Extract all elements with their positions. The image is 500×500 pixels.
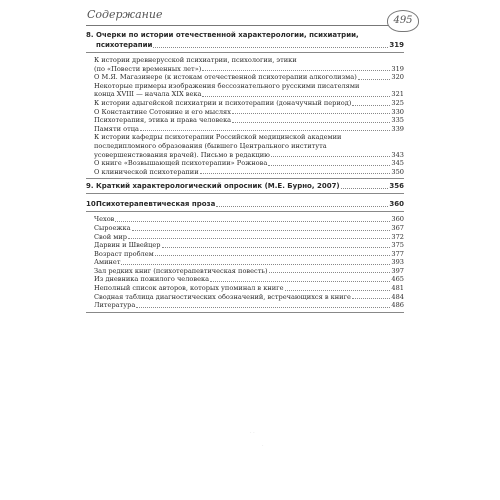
dot-leader <box>162 247 391 248</box>
toc-entry-line <box>86 284 404 293</box>
dot-leader <box>153 47 388 48</box>
toc-entry-title: О книге «Возвышающей психотерапии» Рожнова <box>94 159 268 168</box>
dot-leader <box>140 130 391 131</box>
dot-leader <box>136 307 390 308</box>
section-number: 8. <box>86 31 94 39</box>
toc-entry-title: Свой мир <box>94 232 127 241</box>
dot-leader <box>202 96 390 97</box>
section-number: 9. <box>86 182 94 191</box>
toc-entry-page: 325 <box>391 98 404 107</box>
toc-entry-page: 393 <box>391 258 404 267</box>
toc-entry-title: Аминет <box>94 258 121 267</box>
dot-leader <box>352 105 390 106</box>
dot-leader <box>216 206 388 207</box>
toc-entry-title: Памяти отца <box>94 124 139 133</box>
toc-entry-title: Зал редких книг (психотерапевтическая повесть) <box>94 266 268 275</box>
toc-section <box>86 31 404 179</box>
section-page-number: 319 <box>389 41 404 49</box>
toc-entry-line <box>86 73 404 82</box>
toc-entry-page: 330 <box>391 107 404 116</box>
toc-entry-line <box>86 224 404 233</box>
dot-leader <box>269 272 391 273</box>
toc-entry-line <box>86 250 404 259</box>
toc-entry-title: Неполный список авторов, которых упоминал в книге <box>94 284 284 293</box>
toc-entry-title: Возраст проблем <box>94 249 154 258</box>
toc-entry-page: 481 <box>391 284 404 293</box>
dot-leader <box>285 290 391 291</box>
scan-smudge: · · <box>250 430 255 436</box>
section-rule <box>86 193 404 194</box>
toc-entry-line <box>86 241 404 250</box>
toc-entry-line <box>86 125 404 134</box>
dot-leader <box>341 188 389 189</box>
dot-leader <box>268 165 390 166</box>
section-heading-line <box>86 41 404 50</box>
toc-entry-line <box>86 56 404 65</box>
toc-entry-line <box>86 65 404 74</box>
toc-entry-page: 321 <box>391 90 404 99</box>
toc-entry-page: 372 <box>391 232 404 241</box>
dot-leader <box>121 264 390 265</box>
toc-entry-line <box>86 258 404 267</box>
section-rule <box>86 52 404 53</box>
toc-entry-title: Некоторые примеры изображения бессознательного русскими писателями <box>94 81 360 90</box>
section-heading-line <box>86 182 404 191</box>
section-title: Очерки по истории отечественной характерологии, психиатрии, <box>96 31 359 39</box>
toc-entry-line <box>86 168 404 177</box>
page-number-badge: 495 <box>387 10 419 32</box>
section-rule <box>86 211 404 212</box>
toc-entry-line <box>86 233 404 242</box>
toc-entry-title: (по «Повести временных лет») <box>94 64 202 73</box>
toc-entry-line <box>86 159 404 168</box>
toc-entry-line <box>86 293 404 302</box>
toc-entry-title: Сводная таблица диагностических обозначений, встречающихся в книге <box>94 292 351 301</box>
toc-entry-title: конца XVIII — начала XIX века <box>94 90 202 99</box>
running-header-title: Содержание <box>87 8 163 21</box>
toc-entry-title: К истории кафедры психотерапии Российской медицинской академии <box>94 133 342 142</box>
toc-entry-title: О М.Я. Магазинере (к истокам отечественной психотерапии алкоголизма) <box>94 73 357 82</box>
section-title: Психотерапевтическая проза <box>96 200 216 209</box>
toc-entry-line <box>86 82 404 91</box>
dot-leader <box>200 173 391 174</box>
toc-entry-title: последипломного образования (бывшего Центрального института <box>94 141 327 150</box>
toc-entry-page: 319 <box>391 64 404 73</box>
toc-entry-page: 465 <box>391 275 404 284</box>
section-end-rule <box>86 178 404 179</box>
dot-leader <box>128 238 390 239</box>
scan-smudge: · <box>262 443 264 449</box>
toc-entry-page: 343 <box>391 150 404 159</box>
section-heading-line <box>86 200 404 209</box>
toc-entry-line <box>86 142 404 151</box>
dot-leader <box>202 70 390 71</box>
toc-entry-line <box>86 215 404 224</box>
toc-entry-page: 360 <box>391 215 404 224</box>
toc-entry-title: Дарвин и Швейцер <box>94 241 161 250</box>
toc-entry-page: 486 <box>391 301 404 310</box>
toc-entry-page: 397 <box>391 266 404 275</box>
toc-entry-page: 345 <box>391 159 404 168</box>
toc-entry-line <box>86 267 404 276</box>
toc-entry-page: 335 <box>391 116 404 125</box>
toc-entry-page: 375 <box>391 241 404 250</box>
toc-section <box>86 182 404 199</box>
toc-entry-page: 484 <box>391 292 404 301</box>
section-end-rule <box>86 312 404 313</box>
table-of-contents <box>86 30 404 316</box>
toc-entry-title: Психотерапия, этика и права человека <box>94 116 232 125</box>
dot-leader <box>358 79 391 80</box>
toc-entry-title: К истории древнерусской психиатрии, психологии, этики <box>94 56 297 64</box>
toc-entry-title: К истории адыгейской психиатрии и психотерапии (доначучный период) <box>94 98 352 107</box>
section-title: психотерапии <box>96 41 153 49</box>
header-rule <box>86 25 402 26</box>
dot-leader <box>352 298 390 299</box>
toc-entry-title: Из дневника пожилого человека <box>94 275 210 284</box>
dot-leader <box>155 255 391 256</box>
dot-leader <box>271 156 391 157</box>
dot-leader <box>210 281 390 282</box>
section-page-number: 360 <box>389 200 404 209</box>
toc-entry-title: О клинической психотерапии <box>94 167 199 176</box>
section-heading-line <box>86 31 404 40</box>
toc-entry-page: 350 <box>391 167 404 176</box>
toc-entry-line <box>86 99 404 108</box>
dot-leader <box>232 113 390 114</box>
toc-entry-page: 339 <box>391 124 404 133</box>
toc-entry-page: 377 <box>391 249 404 258</box>
dot-leader <box>232 122 390 123</box>
section-page-number: 356 <box>389 182 404 191</box>
toc-entry-page: 367 <box>391 223 404 232</box>
toc-entry-line <box>86 275 404 284</box>
dot-leader <box>132 230 391 231</box>
toc-entry-title: Сыроежка <box>94 223 131 232</box>
toc-entry-line <box>86 108 404 117</box>
toc-entry-line <box>86 133 404 142</box>
section-gap <box>86 197 404 199</box>
toc-entry-title: Чехов <box>94 215 115 224</box>
toc-entry-line <box>86 151 404 160</box>
toc-section <box>86 200 404 313</box>
dot-leader <box>115 221 390 222</box>
toc-entry-title: Литература <box>94 301 136 310</box>
toc-entry-line <box>86 116 404 125</box>
toc-entry-line <box>86 301 404 310</box>
toc-entry-title: усовершенствования врачей). Письмо в редакцию <box>94 150 270 159</box>
section-title: Краткий характерологический опросник (М.Е. Бурно, 2007) <box>96 182 340 191</box>
section-number: 10. <box>86 200 99 209</box>
toc-entry-title: О Константине Сотонине и его мыслях <box>94 107 231 116</box>
toc-entry-line <box>86 90 404 99</box>
toc-entry-page: 320 <box>391 73 404 82</box>
